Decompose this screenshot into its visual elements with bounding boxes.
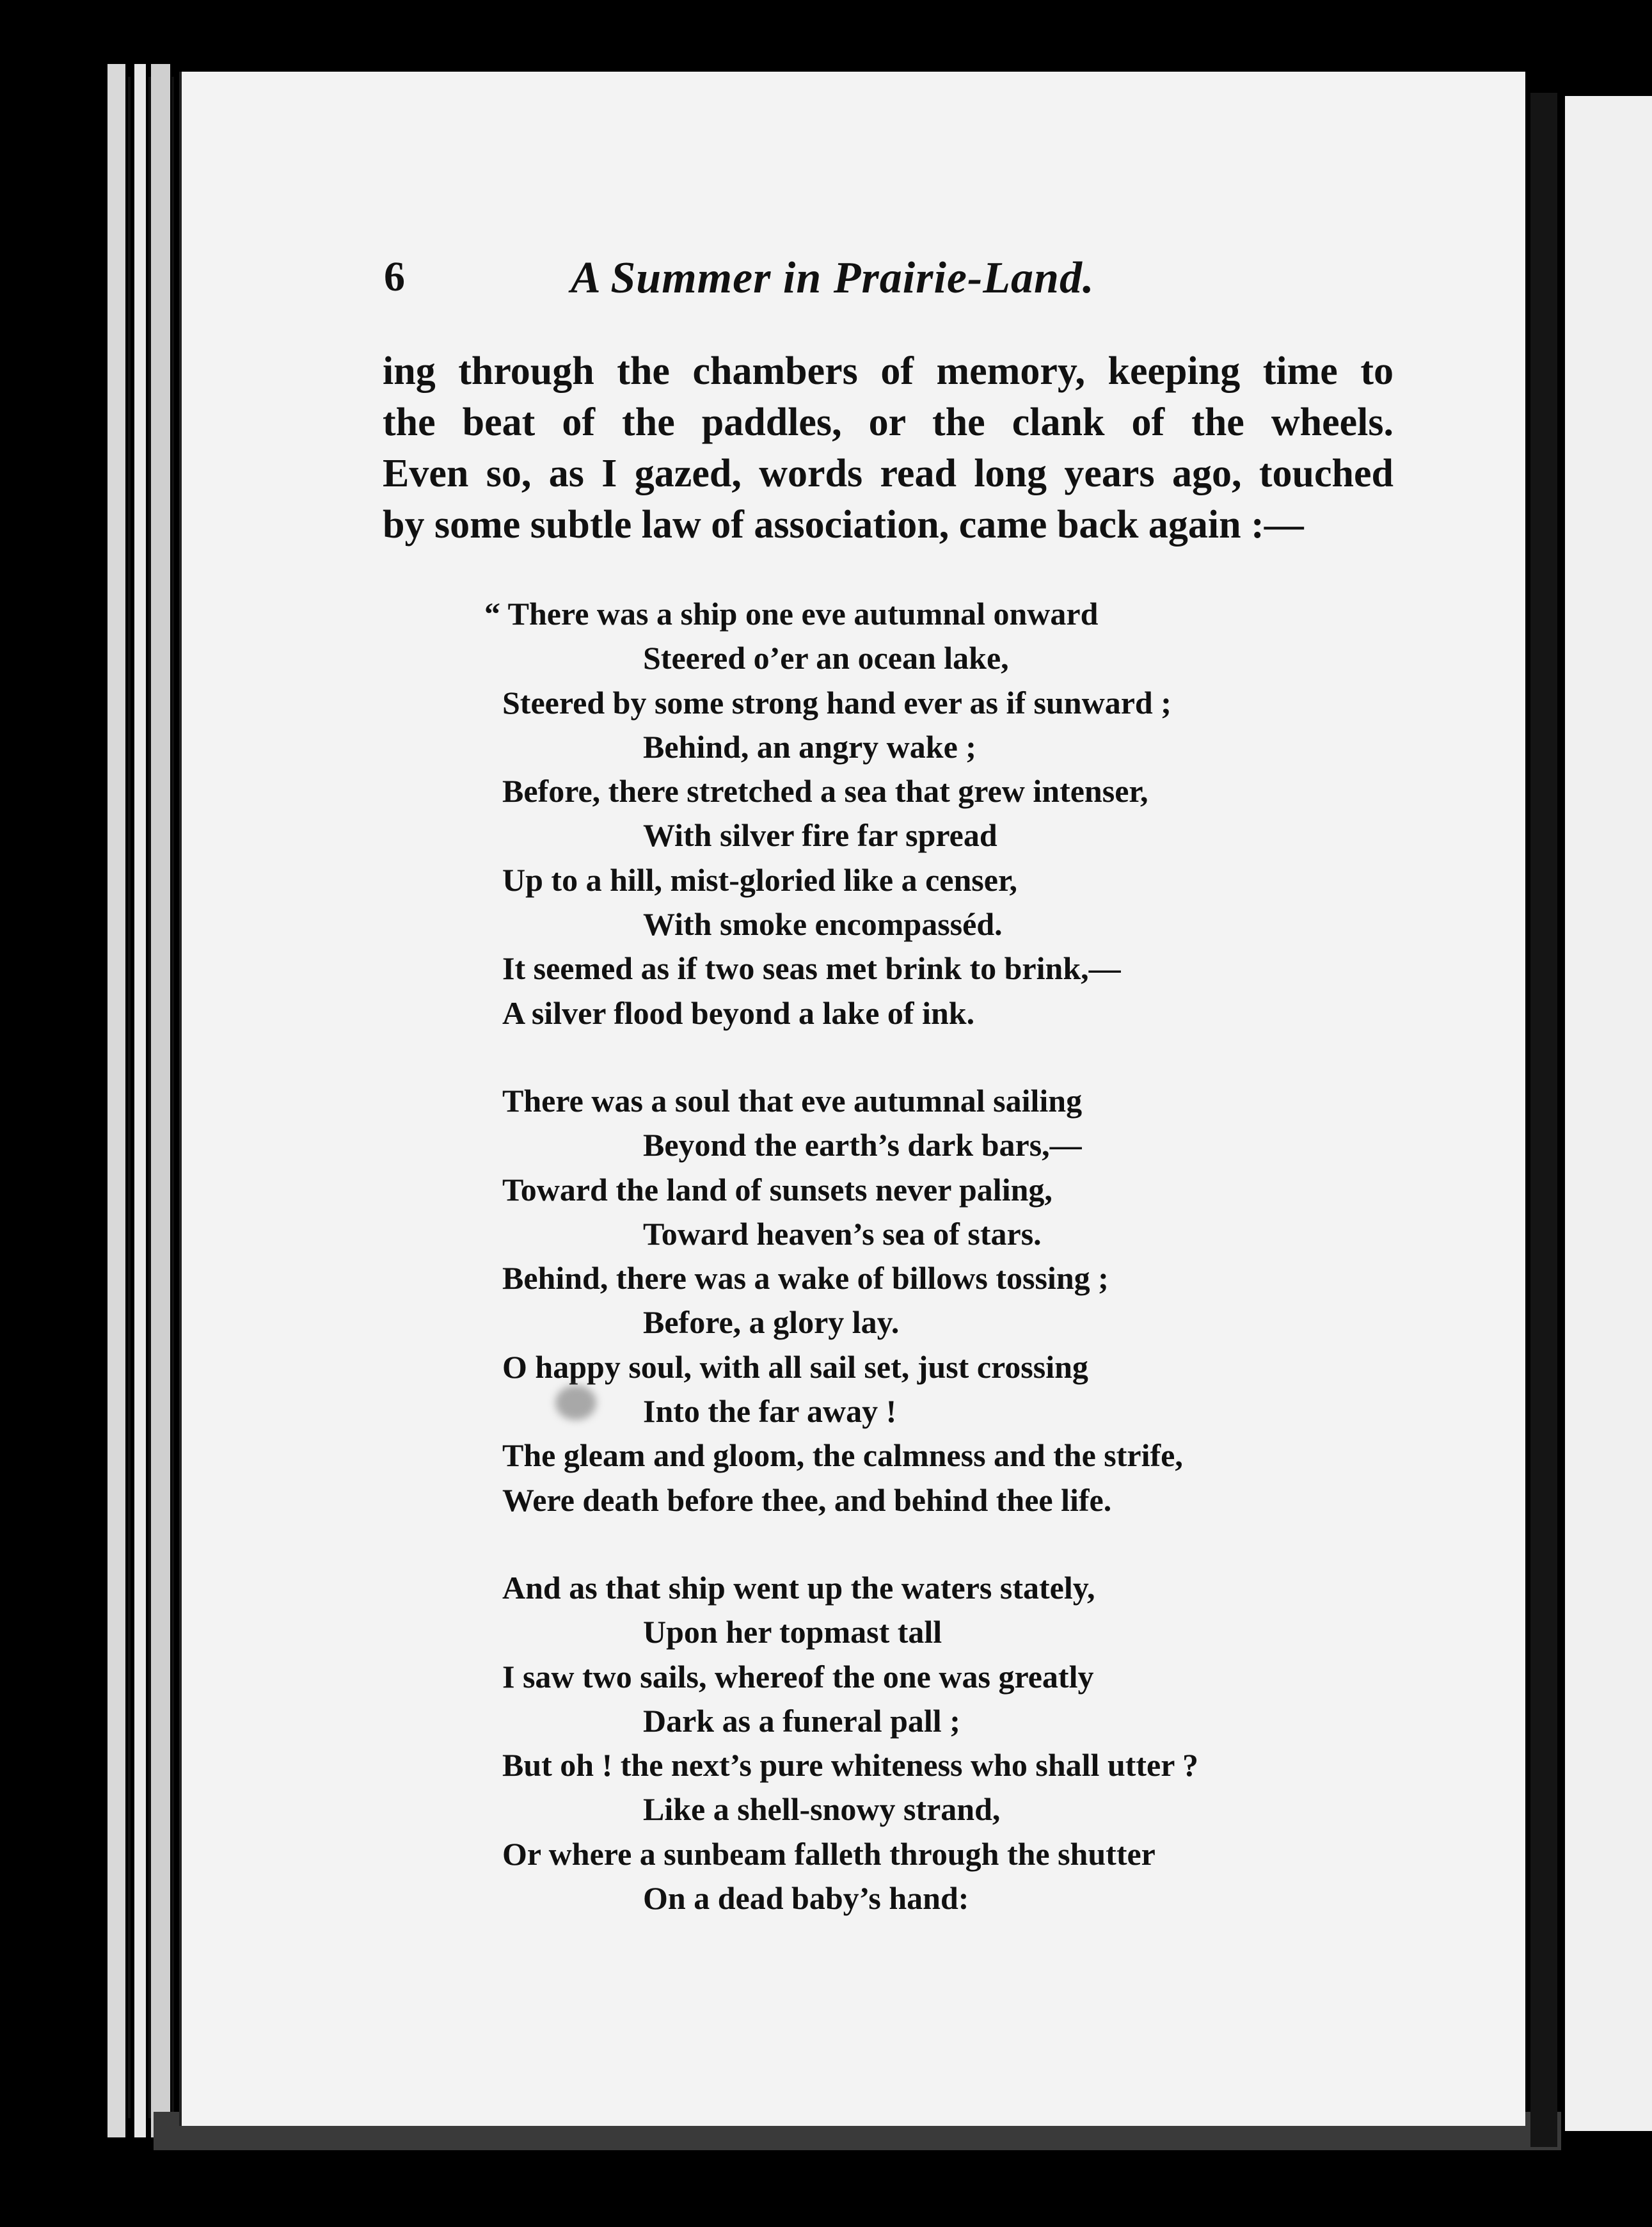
verse-line: Before, a glory lay.: [643, 1304, 900, 1341]
poem: [484, 592, 1366, 1964]
verse-line: It seemed as if two seas met brink to brink,—: [502, 950, 1121, 987]
verse-line: Or where a sunbeam falleth through the shutter: [502, 1835, 1156, 1872]
verse-line: Beyond the earth’s dark bars,—: [643, 1127, 1082, 1163]
ink-smudge: [555, 1385, 596, 1420]
verse-line: “ There was a ship one eve autumnal onward: [484, 596, 1099, 632]
gutter: [1530, 93, 1557, 2147]
book-edge: [107, 64, 125, 2137]
verse-line: Up to a hill, mist-gloried like a censer,: [502, 861, 1018, 898]
verse-line: And as that ship went up the waters stately,: [502, 1569, 1095, 1606]
edge-divider: [171, 77, 174, 2118]
verse-line: Toward heaven’s sea of stars.: [643, 1215, 1042, 1252]
verse-line: There was a soul that eve autumnal sailing: [502, 1082, 1083, 1119]
verse-line: Steered o’er an ocean lake,: [643, 640, 1009, 676]
verse-line: On a dead baby’s hand:: [643, 1880, 969, 1917]
verse-line: O happy soul, with all sail set, just crossing: [502, 1348, 1088, 1385]
page-number: 6: [384, 253, 405, 300]
prose-line: by some subtle law of association, came back again :—: [383, 503, 1304, 547]
edge-divider: [148, 77, 151, 2118]
verse-line: Toward the land of sunsets never paling,: [502, 1171, 1052, 1208]
prose-line: Even so, as I gazed, words read long years ago, touched: [383, 452, 1394, 495]
prose-line: ing through the chambers of memory, keeping time to: [383, 349, 1394, 393]
stanza: [502, 1566, 1366, 1920]
stanza: [484, 592, 1366, 1035]
verse-line: Steered by some strong hand ever as if sunward ;: [502, 684, 1171, 721]
verse-line: Behind, an angry wake ;: [643, 728, 976, 765]
verse-line: Behind, there was a wake of billows tossing ;: [502, 1260, 1109, 1297]
facing-page: [1565, 96, 1652, 2131]
book-edge: [151, 64, 170, 2137]
edge-divider: [128, 77, 131, 2118]
verse-line: Into the far away !: [643, 1393, 897, 1430]
verse-line: The gleam and gloom, the calmness and the strife,: [502, 1437, 1183, 1474]
page-header: [384, 253, 1267, 317]
verse-line: Like a shell-snowy strand,: [643, 1791, 1001, 1828]
verse-line: Before, there stretched a sea that grew intenser,: [502, 773, 1148, 810]
stanza: [502, 1079, 1366, 1522]
verse-line: Were death before thee, and behind thee life.: [502, 1481, 1112, 1518]
verse-line: Upon her topmast tall: [643, 1614, 942, 1650]
prose-paragraph: [383, 346, 1394, 550]
verse-line: With silver fire far spread: [643, 817, 997, 854]
verse-line: I saw two sails, whereof the one was greatly: [502, 1658, 1094, 1695]
running-title: A Summer in Prairie-Land.: [571, 253, 1095, 303]
verse-line: But oh ! the next’s pure whiteness who shall utter ?: [502, 1747, 1199, 1784]
book-edge: [134, 64, 146, 2137]
verse-line: A silver flood beyond a lake of ink.: [502, 994, 975, 1031]
verse-line: With smoke encompasséd.: [643, 906, 1003, 943]
prose-line: the beat of the paddles, or the clank of the wheels.: [383, 401, 1394, 444]
verse-line: Dark as a funeral pall ;: [643, 1702, 960, 1739]
